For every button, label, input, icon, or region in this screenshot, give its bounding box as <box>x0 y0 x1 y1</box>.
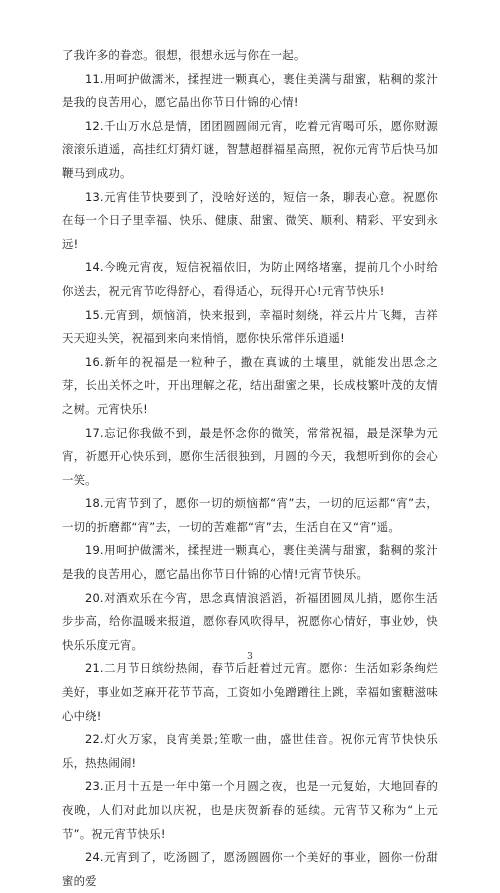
paragraph-14: 14.今晚元宵夜，短信祝福依旧，为防止网络堵塞，提前几个小时给你送去，祝元宵节吃得舒心，看得适心，玩得开心!元宵节快乐! <box>62 260 438 298</box>
paragraph-18: 18.元宵节到了，愿你一切的烦恼都“宵”去，一切的厄运都“宵”去，一切的折磨都“宵”去，一切的苦难都“宵”去，生活自在又“宵”遥。 <box>62 496 438 534</box>
paragraph-19: 19.用呵护做濡米，揉捏进一颗真心，裹住美满与甜蜜，黏稠的浆汁是我的良苦用心，愿它晶出你节日什锦的心情!元宵节快乐。 <box>62 543 438 582</box>
paragraph-22: 22.灯火万家，良宵美景;笙歌一曲，盛世佳音。祝你元宵节快快乐乐，热热闹闹! <box>62 732 438 770</box>
paragraph-13: 13.元宵佳节快要到了，没啥好送的，短信一条，聊表心意。祝愿你在每一个日子里幸福、快乐、健康、甜蜜、微笑、顺利、精彩、平安到永远! <box>62 189 438 251</box>
paragraph-12: 12.千山万水总是情，团团圆圆闹元宵，吃着元宵喝可乐，愿你财源滚滚乐逍遥，高挂红灯猜灯谜，智慧超群福星高照，祝你元宵节后快马加鞭马到成功。 <box>62 118 438 180</box>
paragraph-continuation: 了我许多的眷恋。很想，很想永远与你在一起。 <box>62 48 306 62</box>
paragraph-21: 21.二月节日缤纷热闹，春节后赶着过元宵。愿你：生活如彩条绚烂美好，事业如芝麻开花节节高，工资如小兔蹭蹭往上跳，幸福如蜜糖滋味心中绕! <box>62 661 438 723</box>
paragraph-23: 23.正月十五是一年中第一个月圆之夜，也是一元复始，大地回春的夜晚，人们对此加以庆祝，也是庆贺新春的延续。元宵节又称为“上元节”。祝元宵节快乐! <box>62 779 438 841</box>
paragraph-11: 11.用呵护做濡米，揉捏进一颗真心，裹住美满与甜蜜，粘稠的浆汁是我的良苦用心，愿它晶出你节日什锦的心情! <box>62 71 438 110</box>
paragraph-24: 24.元宵到了，吃汤圆了，愿汤圆圆你一个美好的事业，圆你一份甜蜜的爱 <box>62 850 438 888</box>
paragraph-15: 15.元宵到，烦恼消，快来报到，幸福时刻绕，祥云片片飞舞，吉祥天天迎头笑，祝福到来向来悄悄，愿你快乐常伴乐逍遥! <box>62 307 438 346</box>
page-number: 3 <box>247 652 253 662</box>
paragraph-17: 17.忘记你我做不到，最是怀念你的微笑，常常祝福，最是深挚为元宵，祈愿开心快乐到，愿你生活很独到，月圆的今天，我想听到你的会心一笑。 <box>62 425 438 487</box>
paragraph-20: 20.对酒欢乐在今宵，思念真情浪滔滔，祈福团圆凤儿捎，愿你生活步步高，给你温暖来报道，愿你春风吹得早，祝愿你心情好，事业妙，快快乐乐度元宵。 <box>62 590 438 652</box>
paragraph-16: 16.新年的祝福是一粒种子，撒在真诚的土壤里，就能发出思念之芽，长出关怀之叶，开出理解之花，结出甜蜜之果，长成枝繁叶茂的友情之树。元宵快乐! <box>62 354 438 416</box>
